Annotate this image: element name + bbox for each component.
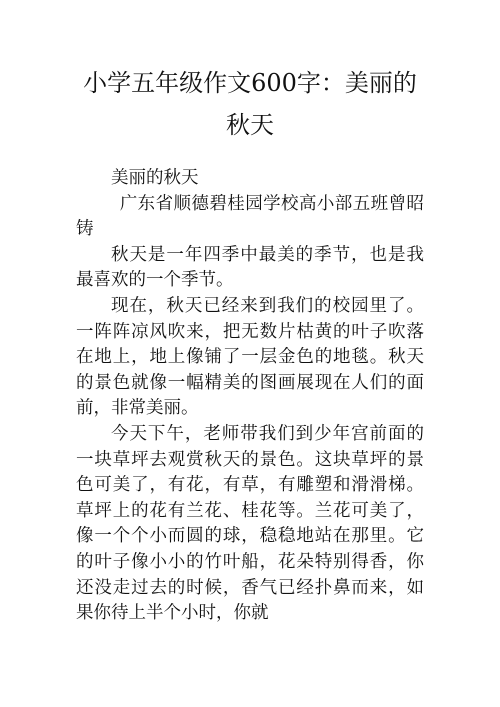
author-line: 广东省顺德碧桂园学校高小部五班曾昭铸 xyxy=(76,193,424,240)
document-body xyxy=(76,166,424,627)
document-title: 小学五年级作文600字：美丽的秋天 xyxy=(83,69,417,139)
essay-heading: 美丽的秋天 xyxy=(111,168,199,188)
paragraph-2: 现在，秋天已经来到我们的校园里了。一阵阵凉风吹来，把无数片枯黄的叶子吹落在地上，地上像铺了一层金色的地毯。秋天的景色就像一幅精美的图画展现在人们的面前，非常美丽。 xyxy=(76,295,424,419)
paragraph-1: 秋天是一年四季中最美的季节，也是我最喜欢的一个季节。 xyxy=(76,244,424,291)
paragraph-3: 今天下午，老师带我们到少年宫前面的一块草坪去观赏秋天的景色。这块草坪的景色可美了，有花，有草，有雕塑和滑滑梯。草坪上的花有兰花、桂花等。兰花可美了，像一个个小而圆的球，稳稳地站在那里。它的叶子像小小的竹叶船，花朵特别得香，你还没走过去的时候，香气已经扑鼻而来，如果你待上半个小时，你就 xyxy=(76,423,424,624)
